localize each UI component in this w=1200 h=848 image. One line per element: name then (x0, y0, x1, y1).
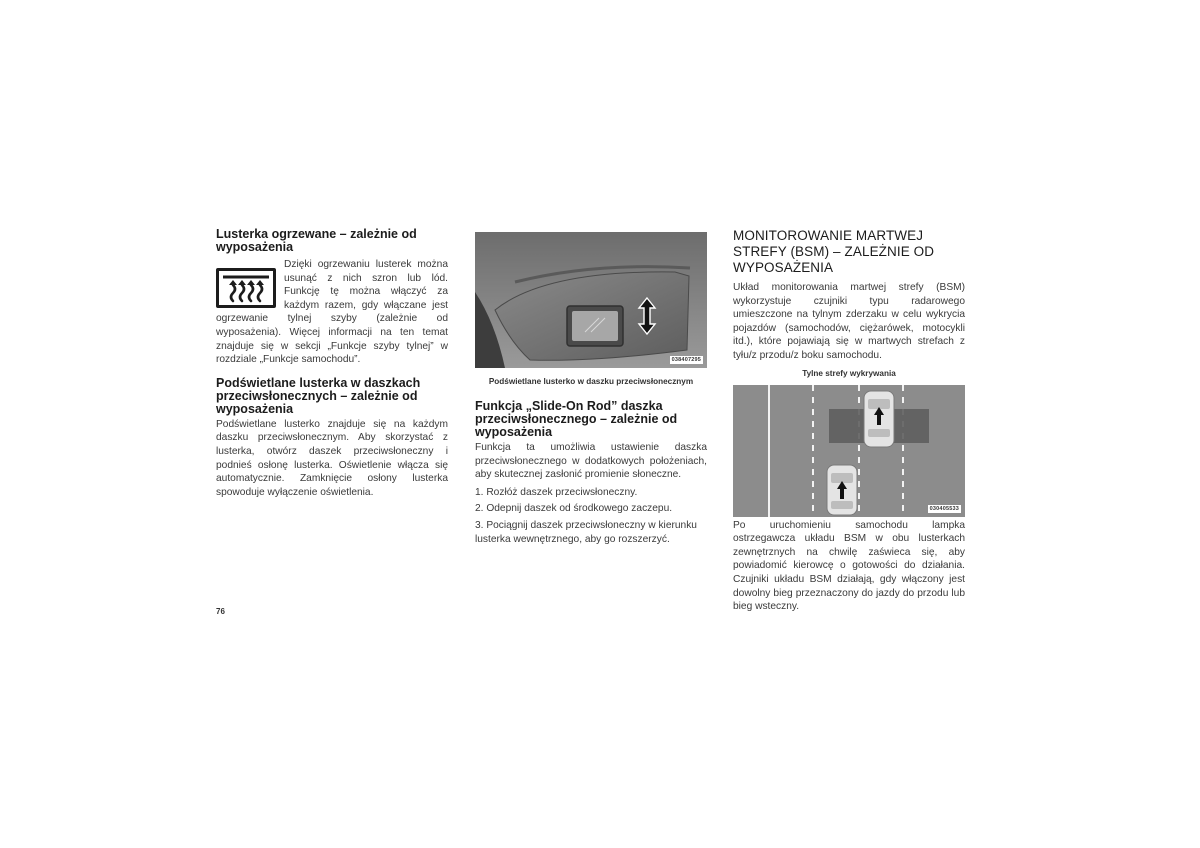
bsm-caption: Tylne strefy wykrywania (802, 368, 896, 378)
heated-mirrors-text: Dzięki ogrzewaniu lusterek można usunąć z nich szron lub lód. Funkcję tę można włączyć za każdym razem, gdy włączane jest ogrzewanie tylnej szyby (zależnie od wyposażenia). Więcej informacji na ten temat znajduje się w sekcji „Funkcje szyby tylnej” w rozdziale „Funkcje samochodu”. (216, 259, 448, 366)
slide-on-rod-heading: Funkcja „Slide-On Rod” daszka przeciwsłonecznego – zależnie od wyposażenia (475, 399, 678, 439)
column-3 (733, 228, 965, 614)
bsm-intro-text: Układ monitorowania martwej strefy (BSM) wykorzystuje czujniki typu radarowego umieszczone na tylnym zderzaku w celu wykrycia pojazdów (samochodów, ciężarówek, motocykli itd.), które pojawiają się w martwych strefach z tyłu/z przodu/z boku samochodu. (733, 282, 965, 361)
slide-on-rod-text: Funkcja ta umożliwia ustawienie daszka przeciwsłonecznego w dodatkowych położeniach, aby skutecznej zasłonić promienie słoneczne. (475, 442, 707, 481)
step-3: 3. Pociągnij daszek przeciwsłoneczny w kierunku lusterka wewnętrznego, aby go rozszerzyć. (475, 519, 697, 545)
sun-visor-illustration (475, 232, 707, 368)
figure-code: 038407295 (671, 357, 701, 363)
sun-visor-figure (475, 232, 707, 368)
detection-zones-illustration (733, 385, 965, 517)
detection-zones-figure (733, 385, 965, 517)
step-1: 1. Rozłóż daszek przeciwsłoneczny. (475, 486, 638, 498)
step-2: 2. Odepnij daszek od środkowego zaczepu. (475, 503, 673, 515)
vanity-mirror-text: Podświetlane lusterko znajduje się na każdym daszku przeciwsłonecznym. Aby skorzystać z lusterka, otwórz daszek przeciwsłoneczny i podnieś osłonę lusterka. Oświetlenie włącza się automatycznie. Zamknięcie osłony lusterka spowoduje wyłączenie oświetlenia. (216, 418, 448, 498)
vanity-mirror-heading: Podświetlane lusterka w daszkach przeciwsłonecznych – zależnie od wyposażenia (216, 375, 421, 416)
bsm-startup-text: Po uruchomieniu samochodu lampka ostrzegawcza układu BSM w obu lusterkach zewnętrznych na chwilę zaświeca się, aby powiadomić kierowcę o gotowości do działania. Czujniki układu BSM działają, gdy włączony jest dowolny bieg przeznaczony do jazdy do przodu lub bieg wsteczny. (733, 519, 965, 613)
column-2 (475, 232, 707, 546)
sun-visor-caption: Podświetlane lusterko w daszku przeciwsłonecznym (488, 377, 694, 386)
figure-code: 030405533 (929, 505, 959, 512)
page-number: 76 (216, 607, 225, 616)
heated-mirrors-heading: Lusterka ogrzewane – zależnie od wyposażenia (216, 227, 417, 254)
column-1 (216, 228, 448, 499)
rear-defrost-icon (216, 268, 276, 308)
bsm-heading: MONITOROWANIE MARTWEJ STREFY (BSM) – ZALEŻNIE OD WYPOSAŻENIA (733, 228, 935, 275)
